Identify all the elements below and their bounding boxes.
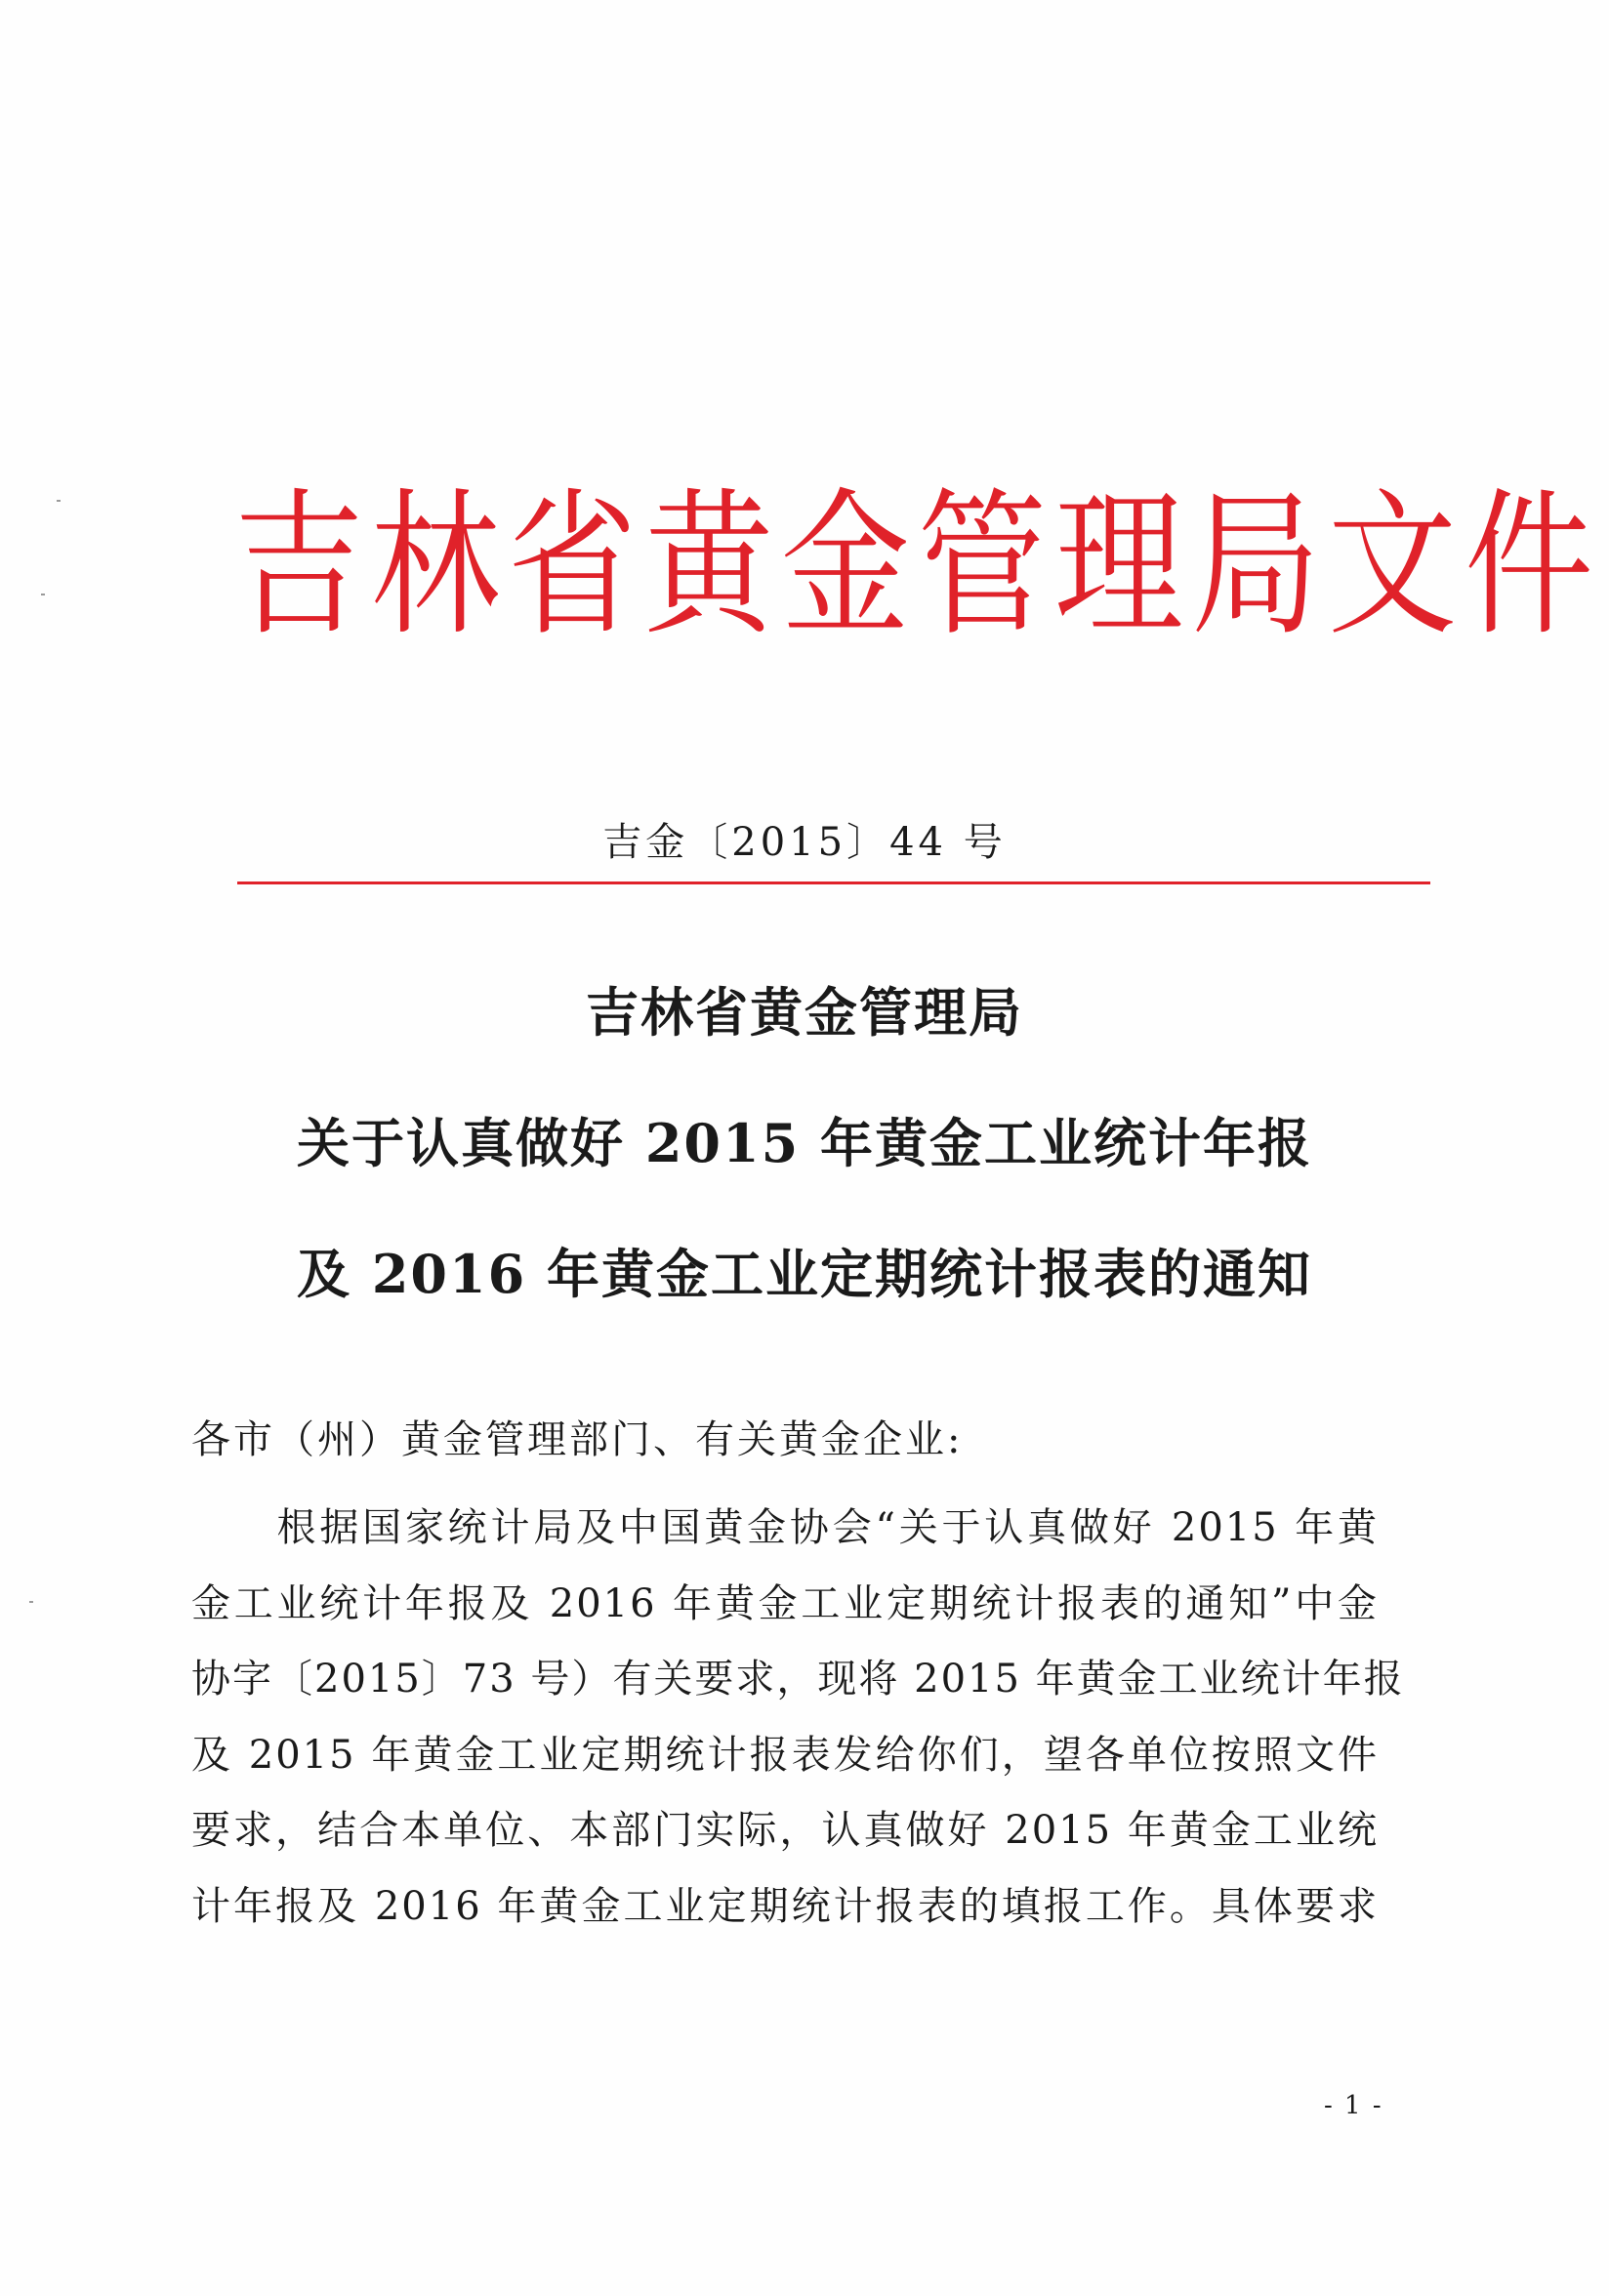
body-line: 金工业统计年报及 2016 年黄金工业定期统计报表的通知”中金: [191, 1580, 1379, 1626]
scan-speck: [29, 1601, 33, 1603]
body-line: 要求，结合本单位、本部门实际，认真做好 2015 年黄金工业统: [191, 1808, 1379, 1853]
scan-speck: [41, 594, 45, 595]
body-line: 根据国家统计局及中国黄金协会“关于认真做好 2015 年黄: [191, 1505, 1379, 1550]
red-separator-rule: [237, 882, 1430, 884]
document-number: 吉金〔2015〕44 号: [602, 820, 1007, 865]
body-line: 及 2015 年黄金工业定期统计报表发给你们，望各单位按照文件: [191, 1732, 1379, 1778]
issuer-red-header: 吉林省黄金管理局文件: [234, 473, 1601, 658]
body-paragraph: [191, 1491, 1405, 1945]
title-line-3: 及 2016 年黄金工业定期统计报表的通知: [297, 1243, 1312, 1305]
salutation: 各市（州）黄金管理部门、有关黄金企业:: [191, 1417, 964, 1462]
body-line: 协字〔2015〕73 号）有关要求，现将 2015 年黄金工业统计年报: [191, 1657, 1405, 1702]
notice-title: [0, 947, 1609, 1339]
title-line-2: 关于认真做好 2015 年黄金工业统计年报: [297, 1112, 1312, 1174]
body-line: 计年报及 2016 年黄金工业定期统计报表的填报工作。具体要求: [191, 1883, 1379, 1929]
scan-speck: [57, 500, 61, 502]
title-line-1: 吉林省黄金管理局: [586, 981, 1023, 1044]
page-number: - 1 -: [1324, 2091, 1383, 2120]
